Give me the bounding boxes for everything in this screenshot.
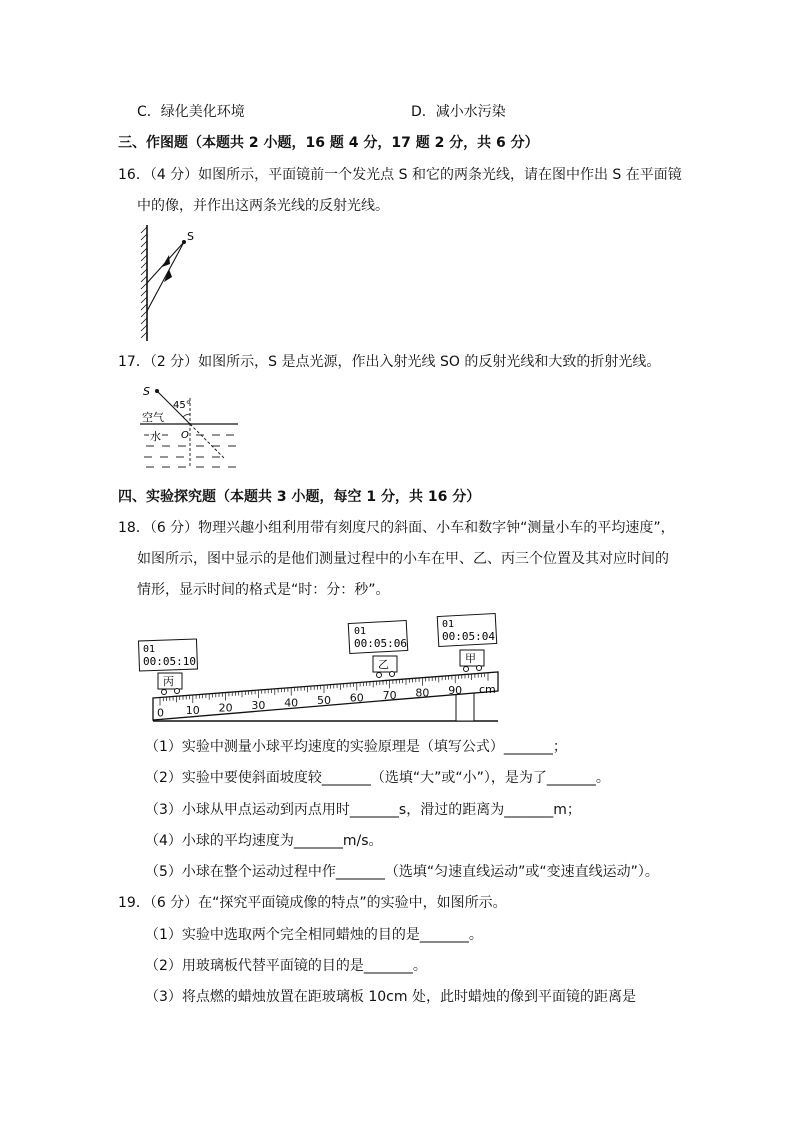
clock-bing-line1: 01 [143, 644, 156, 655]
cart-yi-wheel-1 [377, 673, 382, 678]
clock-jia-line1: 01 [442, 619, 455, 630]
q15-option-c: C．绿化美化环境 [137, 104, 245, 120]
ruler-tick-label: 40 [284, 696, 299, 710]
cart-bing-label: 丙 [163, 675, 174, 688]
q16-mirror-figure [138, 225, 208, 343]
ruler-tick-label: 70 [382, 689, 397, 703]
ruler-tick-label: 10 [185, 704, 200, 717]
label-s: S [143, 385, 150, 398]
section4-heading: 四、实验探究题（本题共 3 小题，每空 1 分，共 16 分） [118, 489, 481, 505]
label-air: 空气 [142, 411, 164, 424]
q19-sub2: （2）用玻璃板代替平面镜的目的是_______。 [145, 958, 427, 974]
ruler-tick-label: 20 [218, 701, 233, 715]
clock-yi-line1: 01 [354, 626, 367, 637]
q18-sub2: （2）实验中要使斜面坡度较_______（选填“大”或“小”），是为了_______。 [145, 770, 610, 786]
cart-jia-label: 甲 [465, 652, 476, 665]
q19-sub1: （1）实验中选取两个完全相同蜡烛的目的是_______。 [145, 927, 483, 943]
dashed-extension [190, 424, 225, 459]
q18-incline-figure [138, 612, 503, 727]
ruler-tick-label: 30 [251, 699, 266, 713]
q18-sub5: （5）小球在整个运动过程中作_______（选填“匀速直线运动”或“变速直线运动”）。 [145, 864, 659, 880]
q19-stem: 19．（6 分）在“探究平面镜成像的特点”的实验中，如图所示。 [118, 895, 507, 911]
q18-sub4: （4）小球的平均速度为_______m/s。 [145, 833, 383, 849]
cart-jia-wheel-2 [477, 666, 482, 671]
cart-yi-wheel-2 [390, 672, 395, 677]
mirror-hatching [141, 227, 147, 338]
cart-jia-wheel-1 [464, 667, 469, 672]
ruler-tick-label: 50 [317, 694, 331, 708]
ruler-tick-label: 80 [415, 686, 430, 700]
clock-yi-time: 00:05:06 [354, 637, 407, 650]
q18-sub3: （3）小球从甲点运动到丙点用时_______s，滑过的距离为_______m； [145, 802, 581, 818]
q18-stem-line1: 18．（6 分）物理兴趣小组利用带有刻度尺的斜面、小车和数字钟“测量小车的平均速度”， [118, 520, 675, 536]
angle-arc [183, 414, 190, 417]
clock-bing-time: 00:05:10 [143, 655, 196, 668]
ruler-unit: cm [479, 683, 496, 696]
q15-option-d: D．减小水污染 [411, 104, 506, 120]
q17-stem: 17．（2 分）如图所示，S 是点光源，作出入射光线 SO 的反射光线和大致的折射光线。 [118, 354, 661, 370]
ruler-tick-label: 90 [448, 684, 463, 698]
ruler-tick-label: 0 [157, 706, 164, 720]
clock-jia-time: 00:05:04 [442, 630, 495, 643]
cart-yi-label: 乙 [378, 658, 389, 671]
label-water: 水 [150, 430, 161, 443]
angle-label: 45° [173, 400, 191, 411]
q17-refraction-figure [140, 383, 240, 473]
q18-stem-line2: 如图所示，图中显示的是他们测量过程中的小车在甲、乙、丙三个位置及其对应时间的 [137, 551, 669, 567]
q18-stem-line3: 情形，显示时间的格式是“时：分：秒”。 [137, 582, 390, 598]
section3-heading: 三、作图题（本题共 2 小题，16 题 4 分，17 题 2 分，共 6 分） [118, 135, 539, 151]
q19-sub3: （3）将点燃的蜡烛放置在距玻璃板 10cm 处，此时蜡烛的像到平面镜的距离是 [145, 989, 636, 1005]
q18-sub1: （1）实验中测量小球平均速度的实验原理是（填写公式）_______； [145, 739, 567, 755]
cart-bing-wheel-2 [175, 689, 180, 694]
cart-bing-wheel-1 [162, 690, 167, 695]
label-o: O [181, 430, 189, 441]
ruler-tick-label: 60 [349, 691, 364, 705]
label-s: S [187, 230, 194, 243]
q16-stem-line2: 中的像，并作出这两条光线的反射光线。 [137, 198, 389, 214]
ray-1-arrow [162, 255, 170, 267]
q16-stem-line1: 16．（4 分）如图所示，平面镜前一个发光点 S 和它的两条光线，请在图中作出 S 在平面镜 [118, 167, 682, 183]
